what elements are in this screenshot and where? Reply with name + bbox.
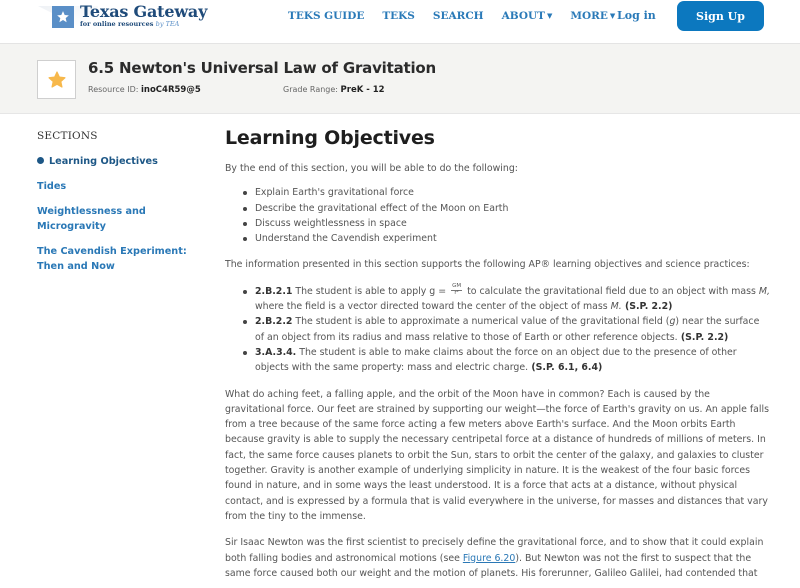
- sidebar-item-label: Tides: [37, 181, 67, 192]
- objective-text: where the field is a vector directed toward the center of the object of mass: [255, 301, 611, 313]
- objective-text: to calculate the gravitational field due to an object with mass: [464, 285, 759, 297]
- science-practice: (S.P. 2.2): [677, 331, 729, 343]
- signup-button[interactable]: Sign Up: [677, 1, 764, 31]
- science-practice: (S.P. 2.2): [621, 301, 673, 313]
- objective-text: The student is able to approximate a numerical value of the gravitational field (: [292, 316, 670, 328]
- formula-denominator: r²: [454, 289, 459, 296]
- paragraph-text: Sir Isaac Newton was the first scientist to precisely define the gravitational force, and to show that it could explain both falling bodies and astronomical motions (see: [225, 537, 764, 564]
- active-dot-icon: [37, 157, 44, 164]
- nav-label: SEARCH: [432, 10, 484, 22]
- grade-range: [283, 85, 385, 95]
- sections-heading: SECTIONS: [37, 130, 98, 142]
- objectives-list: [243, 185, 770, 246]
- nav-search[interactable]: [433, 10, 484, 22]
- list-item: [243, 345, 770, 376]
- resource-id: [88, 85, 201, 95]
- sidebar-item-label: The Cavendish Experiment: Then and Now: [37, 246, 187, 272]
- caret-down-icon: ▼: [546, 11, 553, 20]
- logo-subtitle: [80, 21, 207, 28]
- nav-label: TEKS GUIDE: [288, 10, 365, 22]
- resource-id-value: inoC4R59@5: [141, 85, 201, 95]
- resource-title: 6.5 Newton's Universal Law of Gravitation: [88, 59, 436, 77]
- list-item: Explain Earth's gravitational force: [243, 185, 770, 200]
- logo-title: Texas Gateway: [80, 2, 208, 22]
- top-navbar: [0, 0, 800, 44]
- sections-sidebar: [37, 130, 207, 284]
- body-paragraph-1: What do aching feet, a falling apple, and the orbit of the Moon have in common? Each is caused by the gravitational force. Our feet are strained by supporting our weight—the force of Earth's gravity on us. An apple falls from a tree because of the same force acting a few meters above Earth's surface. And the Moon orbits Earth because gravity is able to supply the necessary centripetal force at a distance of hundreds of millions of meters. In fact, the same force causes planets to orbit the Sun, stars to orbit the center of the galaxy, and galaxies to cluster together. Gravity is another example of underlying simplicity in nature. It is the weakest of the four basic forces found in nature, and in some ways the least understood. It is a force that acts at a distance, without physical contact, and is expressed by a formula that is valid everywhere in the universe, for masses and distances that vary from the tiny to the immense.: [225, 388, 769, 522]
- section-heading: Learning Objectives: [225, 127, 435, 149]
- logo-subtitle-by: by TEA: [155, 20, 180, 29]
- objective-italic: M,: [758, 285, 770, 297]
- list-item: Describe the gravitational effect of the Moon on Earth: [243, 201, 770, 216]
- intro-text: By the end of this section, you will be able to do the following:: [225, 163, 518, 174]
- body-paragraph-2: [225, 535, 770, 581]
- sidebar-item-cavendish[interactable]: [37, 244, 207, 274]
- caret-down-icon: ▼: [609, 11, 616, 20]
- objective-text: The student is able to apply g =: [292, 285, 450, 297]
- star-icon: [47, 70, 67, 90]
- objective-code: 2.B.2.1: [255, 285, 293, 297]
- resource-id-label: Resource ID:: [88, 85, 139, 94]
- objective-code: 2.B.2.2: [255, 316, 293, 328]
- main-nav: [288, 10, 633, 22]
- list-item: Discuss weightlessness in space: [243, 216, 770, 231]
- sidebar-item-tides[interactable]: [37, 179, 207, 194]
- nav-label: TEKS: [382, 10, 415, 22]
- grade-range-value: PreK - 12: [340, 85, 385, 95]
- formula-numerator: GM: [452, 283, 462, 290]
- science-practice: (S.P. 6.1, 6.4): [528, 362, 603, 374]
- list-item: [243, 314, 770, 345]
- nav-teks-guide[interactable]: [288, 10, 364, 22]
- login-link[interactable]: Log in: [617, 9, 656, 22]
- objective-text: ) near the surface of an object from its radius and mass relative to those of Earth or other reference objects.: [255, 316, 760, 343]
- list-item: Understand the Cavendish experiment: [243, 231, 770, 246]
- objective-code: 3.A.3.4.: [255, 346, 297, 358]
- logo-subtitle-text: for online resources: [80, 20, 154, 29]
- grade-range-label: Grade Range:: [283, 85, 338, 94]
- sidebar-item-label: Learning Objectives: [49, 156, 158, 167]
- figure-link[interactable]: Figure 6.20: [462, 552, 516, 564]
- logo-star-icon: [52, 6, 74, 28]
- formula-fraction: [451, 284, 462, 296]
- objective-italic: g: [669, 316, 676, 328]
- sidebar-item-weightlessness[interactable]: [37, 204, 207, 234]
- main-content: [225, 124, 770, 588]
- nav-label: MORE: [570, 10, 608, 22]
- resource-header: [0, 44, 800, 114]
- nav-about-dropdown[interactable]: [502, 10, 553, 22]
- logo[interactable]: [38, 0, 207, 30]
- sidebar-item-learning-objectives[interactable]: [37, 154, 207, 169]
- ap-objectives-list: [243, 284, 770, 376]
- ap-intro-text: The information presented in this section supports the following AP® learning objectives and science practices:: [225, 259, 750, 271]
- nav-teks[interactable]: [382, 10, 415, 22]
- objective-italic: M.: [610, 301, 622, 313]
- favorite-button[interactable]: [37, 60, 76, 99]
- nav-label: ABOUT: [501, 10, 545, 22]
- objective-text: The student is able to make claims about the force on an object due to the presence of other objects with the same property: mass and electric charge.: [255, 346, 737, 374]
- paragraph-text: ). But Newton was not the first to suspect that the same force caused both our weight and the motion of planets. His forerunner, Galileo Galilei, had contended that: [225, 552, 758, 579]
- sidebar-item-label: Weightlessness and Microgravity: [37, 206, 146, 232]
- nav-more-dropdown[interactable]: [570, 10, 615, 22]
- list-item: [243, 284, 770, 315]
